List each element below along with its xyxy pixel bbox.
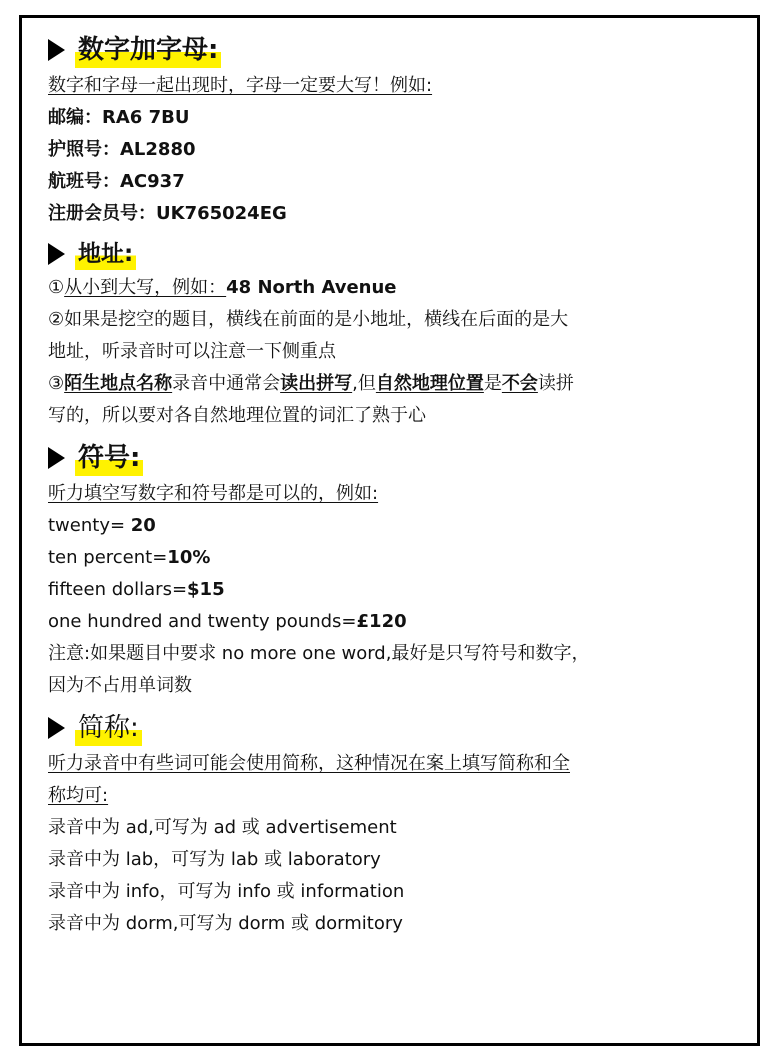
rule-text: 录音中通常会	[172, 373, 281, 394]
example-line	[48, 542, 731, 574]
section-numbers-letters	[48, 32, 731, 230]
example-line: 录音中为 ad,可写为 ad 或 advertisement	[48, 817, 397, 838]
emphasis-text: 不会	[501, 373, 538, 394]
note-line-cont: 因为不占用单词数	[48, 675, 192, 696]
note-line: 注意:如果题目中要求 no more one word,最好是只写符号和数字，	[48, 643, 590, 664]
example-text: 48 North Avenue	[226, 277, 397, 298]
address-rule-3-cont: 写的，所以要对各自然地理位置的词汇了熟于心	[48, 405, 426, 426]
triangle-bullet-icon	[48, 717, 65, 739]
content-frame	[19, 15, 760, 1046]
rule-text: ,但	[352, 373, 376, 394]
example-line: 航班号：AC937	[48, 171, 185, 192]
address-rule-2-cont: 地址，听录音时可以注意一下侧重点	[48, 341, 336, 362]
symbol-value: £120	[356, 611, 407, 632]
heading-text: 简称:	[75, 710, 142, 746]
symbol-value: 10%	[167, 547, 211, 568]
english-words: fifteen dollars=	[48, 579, 188, 600]
example-line: 录音中为 lab，可写为 lab 或 laboratory	[48, 849, 381, 870]
example-line: 录音中为 info，可写为 info 或 information	[48, 881, 405, 902]
section-abbreviations	[48, 710, 731, 940]
section-intro-cont: 称均可:	[48, 785, 109, 806]
emphasis-text: 陌生地点名称	[64, 373, 173, 394]
example-line	[48, 606, 731, 638]
example-line	[48, 510, 731, 542]
english-words: ten percent=	[48, 547, 168, 568]
section-intro: 听力录音中有些词可能会使用简称，这种情况在案上填写简称和全	[48, 753, 570, 774]
section-heading	[48, 238, 731, 270]
rule-text: 是	[483, 373, 502, 394]
english-words: twenty=	[48, 515, 131, 536]
triangle-bullet-icon	[48, 243, 65, 265]
heading-text: 数字加字母:	[75, 32, 221, 68]
address-rule-3	[48, 368, 731, 400]
circled-number: ③	[48, 373, 65, 394]
section-intro: 数字和字母一起出现时，字母一定要大写！例如:	[48, 75, 433, 96]
section-intro: 听力填空写数字和符号都是可以的，例如:	[48, 483, 379, 504]
section-address	[48, 238, 731, 432]
rule-text: 从小到大写，例如：	[64, 277, 227, 298]
example-line: 录音中为 dorm,可写为 dorm 或 dormitory	[48, 913, 403, 934]
example-line: 注册会员号：UK765024EG	[48, 203, 287, 224]
example-line: 护照号：AL2880	[48, 139, 196, 160]
triangle-bullet-icon	[48, 447, 65, 469]
emphasis-text: 读出拼写	[280, 373, 353, 394]
english-words: one hundred and twenty pounds=	[48, 611, 357, 632]
emphasis-text: 自然地理位置	[375, 373, 484, 394]
example-line: 邮编：RA6 7BU	[48, 107, 190, 128]
section-heading	[48, 710, 731, 746]
circled-number: ①	[48, 277, 65, 298]
heading-text: 符号:	[75, 440, 143, 476]
symbol-value: 20	[130, 515, 156, 536]
address-rule-2: ②如果是挖空的题目，横线在前面的是小地址，横线在后面的是大	[48, 309, 569, 330]
symbol-value: $15	[187, 579, 225, 600]
section-heading	[48, 32, 731, 68]
section-heading	[48, 440, 731, 476]
heading-text: 地址:	[75, 238, 136, 270]
rule-text: 读拼	[537, 373, 574, 394]
triangle-bullet-icon	[48, 39, 65, 61]
example-line	[48, 574, 731, 606]
section-symbols	[48, 440, 731, 702]
address-rule-1	[48, 272, 731, 304]
